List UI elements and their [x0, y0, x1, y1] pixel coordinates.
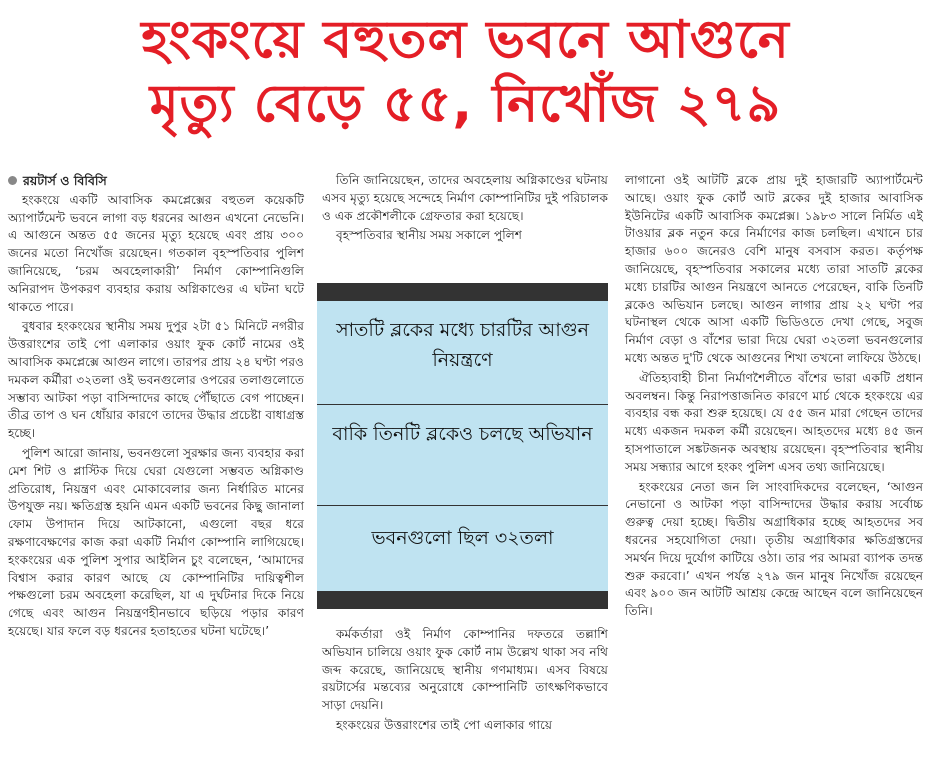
bullet-icon [8, 176, 17, 185]
highlight-text-2: বাকি তিনটি ব্লকেও চলছে অভিযান [332, 423, 593, 445]
paragraph: লাগানো ওই আটটি ব্লকে প্রায় দুই হাজারটি অ্যাপার্টমেন্ট আছে। ওয়াং ফুক কোর্ট আট ব্লকের দুই হাজার আবাসিক ইউনিটের একটি আবাসিক কমপ্লেক্স। ১৯৮৩ সালে নির্মিত এই টাওয়ার ব্লক নতুন করে নির্মাণের কাজ চলছিল। এখানে চার হাজার ৬০০ জনেরও বেশি মানুষ বসবাস করত। কর্তৃপক্ষ জানিয়েছে, বৃহস্পতিবার সকালের মধ্যে তারা সাতটি ব্লকের মধ্যে চারটির আগুন নিয়ন্ত্রণে আনতে পেরেছেন, বাকি তিনটি ব্লকেও অভিযান চলছে। আগুন লাগার প্রায় ২২ ঘণ্টা পর ঘটনাস্থল থেকে আসা একটি ভিডিওতে দেখা গেছে, সবুজ নির্মাণ বেড়া ও বাঁশের ভারা দিয়ে ঘেরা ৩২তলা ভবনগুলোর মধ্যে অন্তত দু'টি থেকে আগুনের শিখা তখনো লাফিয়ে উঠছে। [625, 173, 923, 365]
paragraph: পুলিশ আরো জানায়, ভবনগুলো সুরক্ষার জন্য ব্যবহার করা মেশ শিট ও প্লাস্টিক দিয়ে ঘেরা যেগুলো সম্ভবত অগ্নিকাণ্ড প্রতিরোধ, নিয়ন্ত্রণ এবং মোকাবেলার জন্য নির্ধারিত মানের উপযুক্ত নয়। ক্ষতিগ্রস্ত হয়নি এমন একটি ভবনের কিছু জানালা ফোম উপাদান দিয়ে আটকানো, এগুলো বছর ধরে রক্ষণাবেক্ষণের কাজ করা একটি নির্মাণ কোম্পানি লাগিয়েছে। হংকংয়ের এক পুলিশ সুপার আইলিন চুং বলেছেন, ‘আমাদের বিশ্বাস করার কারণ আছে যে কোম্পানিটির দায়িত্বশীল পক্ষগুলো চরম অবহেলা করেছিল, যা এ দুর্ঘটনার দিকে নিয়ে গেছে এবং আগুন নিয়ন্ত্রণহীনভাবে ছড়িয়ে পড়ার কারণ হয়েছে। যার ফলে বড় ধরনের হতাহতের ঘটনা ঘটেছে।’ [8, 445, 304, 638]
source-label: রয়টার্স ও বিবিসি [23, 173, 107, 188]
column-3 [625, 172, 923, 623]
highlight-divider [317, 404, 608, 405]
paragraph: হংকংয়ের নেতা জন লি সাংবাদিকদের বলেছেন, ‘আগুন নেভানো ও আটকা পড়া বাসিন্দাদের উদ্ধার করায় সর্বোচ্চ গুরুত্ব দেয়া হচ্ছে। দ্বিতীয় অগ্রাধিকার হচ্ছে আহতদের সব ধরনের সহযোগিতা দেয়া। তৃতীয় অগ্রাধিকার ক্ষতিগ্রস্তদের সমর্থন দিয়ে দুর্যোগ কাটিয়ে ওঠা। তার পর আমরা ব্যাপক তদন্ত শুরু করবো।’ এখন পর্যন্ত ২৭৯ জন মানুষ নিখোঁজ রয়েছেন এবং ৯০০ জন আটটি আশ্রয় কেন্দ্রে আছেন বলে জানিয়েছেন তিনি। [625, 479, 923, 619]
highlight-text-3: ভবনগুলো ছিল ৩২তলা [371, 527, 554, 549]
paragraph: কর্মকর্তারা ওই নির্মাণ কোম্পানির দফতরে তল্লাশি অভিযান চালিয়ে ওয়াং ফুক কোর্ট নাম উল্লেখ থাকা সব নথি জব্দ করেছে, জানিয়েছে স্থানীয় গণমাধ্যম। এসব বিষয়ে রয়টার্সের মন্তব্যের অনুরোধে কোম্পানিটি তাৎক্ষণিকভাবে সাড়া দেয়নি। [322, 627, 608, 713]
highlight-bar-bottom [317, 591, 608, 609]
highlight-text-1: সাতটি ব্লকের মধ্যে চারটির আগুন নিয়ন্ত্রণে [336, 319, 589, 371]
paragraph: বৃহস্পতিবার স্থানীয় সময় সকালে পুলিশ [336, 228, 522, 243]
highlight-box [317, 283, 608, 609]
source-byline [8, 172, 304, 190]
headline-line-1: হংকংয়ে বহুতল ভবনে আগুনে [141, 10, 790, 70]
column-1 [8, 172, 304, 643]
highlight-divider [317, 505, 608, 506]
paragraph: বুধবার হংকংয়ের স্থানীয় সময় দুপুর ২টা ৫১ মিনিটে নগরীর উত্তরাংশের তাই পো এলাকার ওয়াং ফুক কোর্ট নামের ওই আবাসিক কমপ্লেক্সে আগুন লাগে। তারপর প্রায় ২৪ ঘণ্টা পরও দমকল কর্মীরা ৩২তলা ওই ভবনগুলোর ওপরের তলাগুলোতে সম্ভাব্য আটকা পড়া বাসিন্দাদের কাছে পৌঁছাতে বেগ পাচ্ছেন। তীব্র তাপ ও ঘন ধোঁয়ার কারণে তাদের উদ্ধার প্রচেষ্টা বাধাগ্রস্ত হচ্ছে। [8, 319, 304, 441]
column-2-top [322, 172, 608, 247]
headline-line-2: মৃত্যু বেড়ে ৫৫, নিখোঁজ ২৭৯ [149, 74, 782, 134]
paragraph: হংকংয়ের উত্তরাংশের তাই পো এলাকার গায়ে [336, 717, 553, 732]
headline [0, 8, 931, 136]
highlight-bar-top [317, 283, 608, 301]
column-2-bottom [322, 626, 608, 737]
paragraph: তিনি জানিয়েছেন, তাদের অবহেলায় অগ্নিকাণ্ডের ঘটনায় এসব মৃত্যু হয়েছে সন্দেহে নির্মাণ কোম্পানিটির দুই পরিচালক ও এক প্রকৌশলীকে গ্রেফতার করা হয়েছে। [322, 173, 608, 223]
paragraph: ঐতিহ্যবাহী চীনা নির্মাণশৈলীতে বাঁশের ভারা একটি প্রধান অবলম্বন। কিন্তু নিরাপত্তাজনিত কারণে মার্চ থেকে হংকংয়ে এর ব্যবহার বন্ধ করা শুরু হয়েছে। যে ৫৫ জন মারা গেছেন তাদের মধ্যে একজন দমকল কর্মী রয়েছেন। আহতদের মধ্যে ৪৫ জন হাসপাতালে সঙ্কটজনক অবস্থায় রয়েছেন। বৃহস্পতিবার স্থানীয় সময় সন্ধ্যার আগে হংকং পুলিশ এসব তথ্য জানিয়েছে। [625, 370, 923, 474]
paragraph: হংকংয়ে একটি আবাসিক কমপ্লেক্সের বহুতল কয়েকটি অ্যাপার্টমেন্ট ভবনে লাগা বড় ধরনের আগুন এখনো নেভেনি। এ আগুনে অন্তত ৫৫ জনের মৃত্যু হয়েছে এবং প্রায় ৩০০ জনের মতো নিখোঁজ রয়েছেন। গতকাল বৃহস্পতিবার পুলিশ জানিয়েছে, ‘চরম অবহেলাকারী’ নির্মাণ কোম্পানিগুলি অনিরাপদ উপকরণ ব্যবহার করায় অগ্নিকাণ্ডের এ ঘটনা ঘটে থাকতে পারে। [8, 192, 304, 314]
